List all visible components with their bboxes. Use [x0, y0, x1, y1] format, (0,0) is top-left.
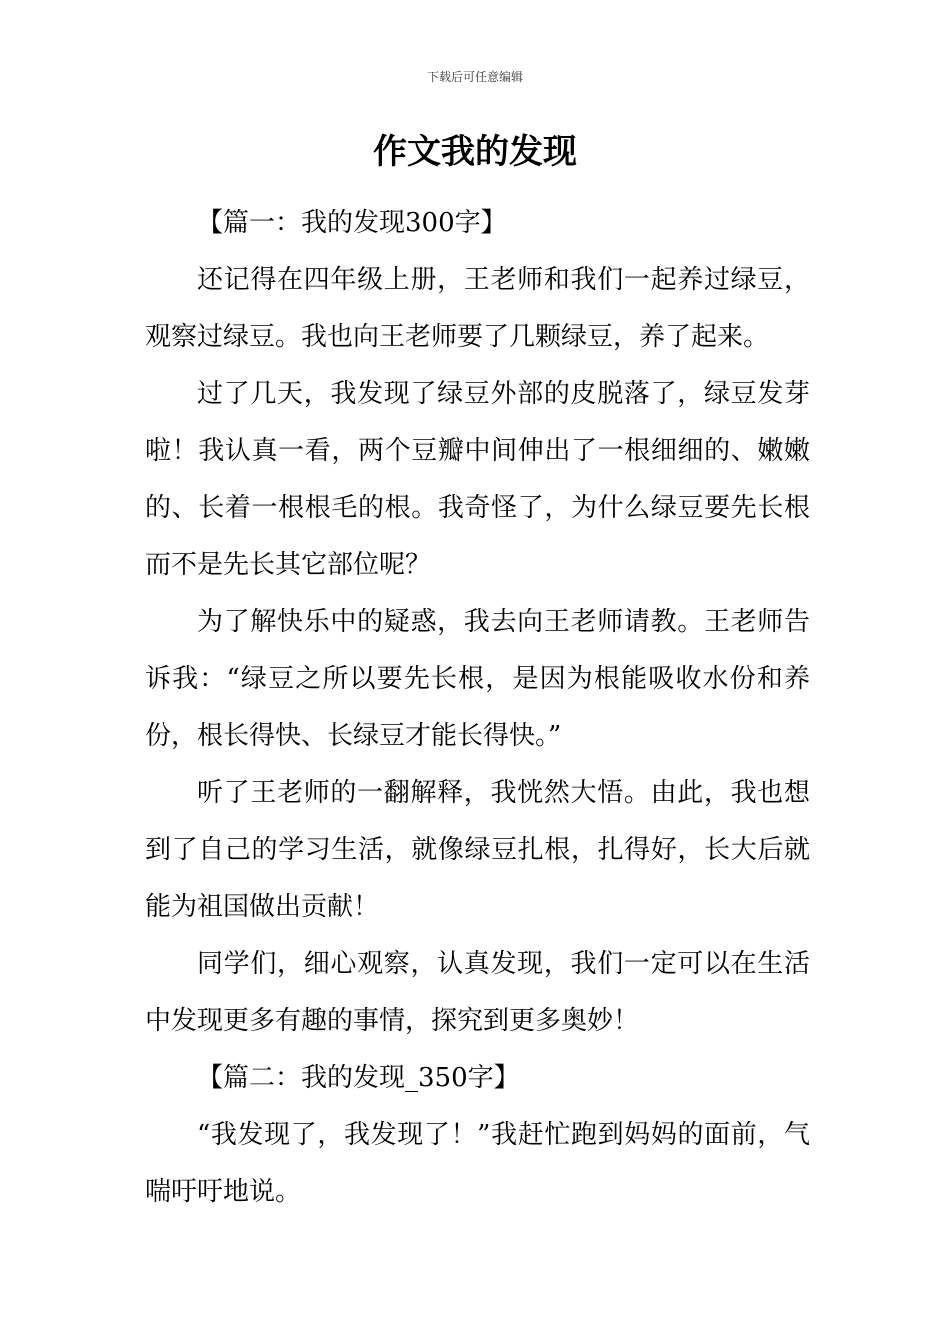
paragraph: 还记得在四年级上册，王老师和我们一起养过绿豆，观察过绿豆。我也向王老师要了几颗绿豆，养了起来。	[145, 265, 810, 352]
paragraph: 为了解快乐中的疑惑，我去向王老师请教。王老师告诉我：“绿豆之所以要先长根，是因为根能吸收水份和养份，根长得快、长绿豆才能长得快。”	[145, 607, 810, 751]
document-body	[145, 195, 810, 1221]
paragraph: 同学们，细心观察，认真发现，我们一定可以在生活中发现更多有趣的事情，探究到更多奥妙！	[145, 949, 810, 1036]
section-heading-1: 【篇一：我的发现300字】	[197, 208, 507, 238]
paragraph: 听了王老师的一翻解释，我恍然大悟。由此，我也想到了自己的学习生活，就像绿豆扎根，扎得好，长大后就能为祖国做出贡献！	[145, 778, 810, 922]
header-note: 下载后可任意编辑	[426, 70, 523, 84]
document-title: 作文我的发现	[373, 132, 577, 172]
paragraph: “我发现了，我发现了！”我赶忙跑到妈妈的面前，气喘吁吁地说。	[145, 1120, 810, 1207]
section-heading-2: 【篇二：我的发现_350字】	[197, 1063, 520, 1093]
paragraph: 过了几天，我发现了绿豆外部的皮脱落了，绿豆发芽啦！我认真一看，两个豆瓣中间伸出了一根细细的、嫩嫩的、长着一根根毛的根。我奇怪了，为什么绿豆要先长根而不是先长其它部位呢？	[145, 379, 810, 580]
